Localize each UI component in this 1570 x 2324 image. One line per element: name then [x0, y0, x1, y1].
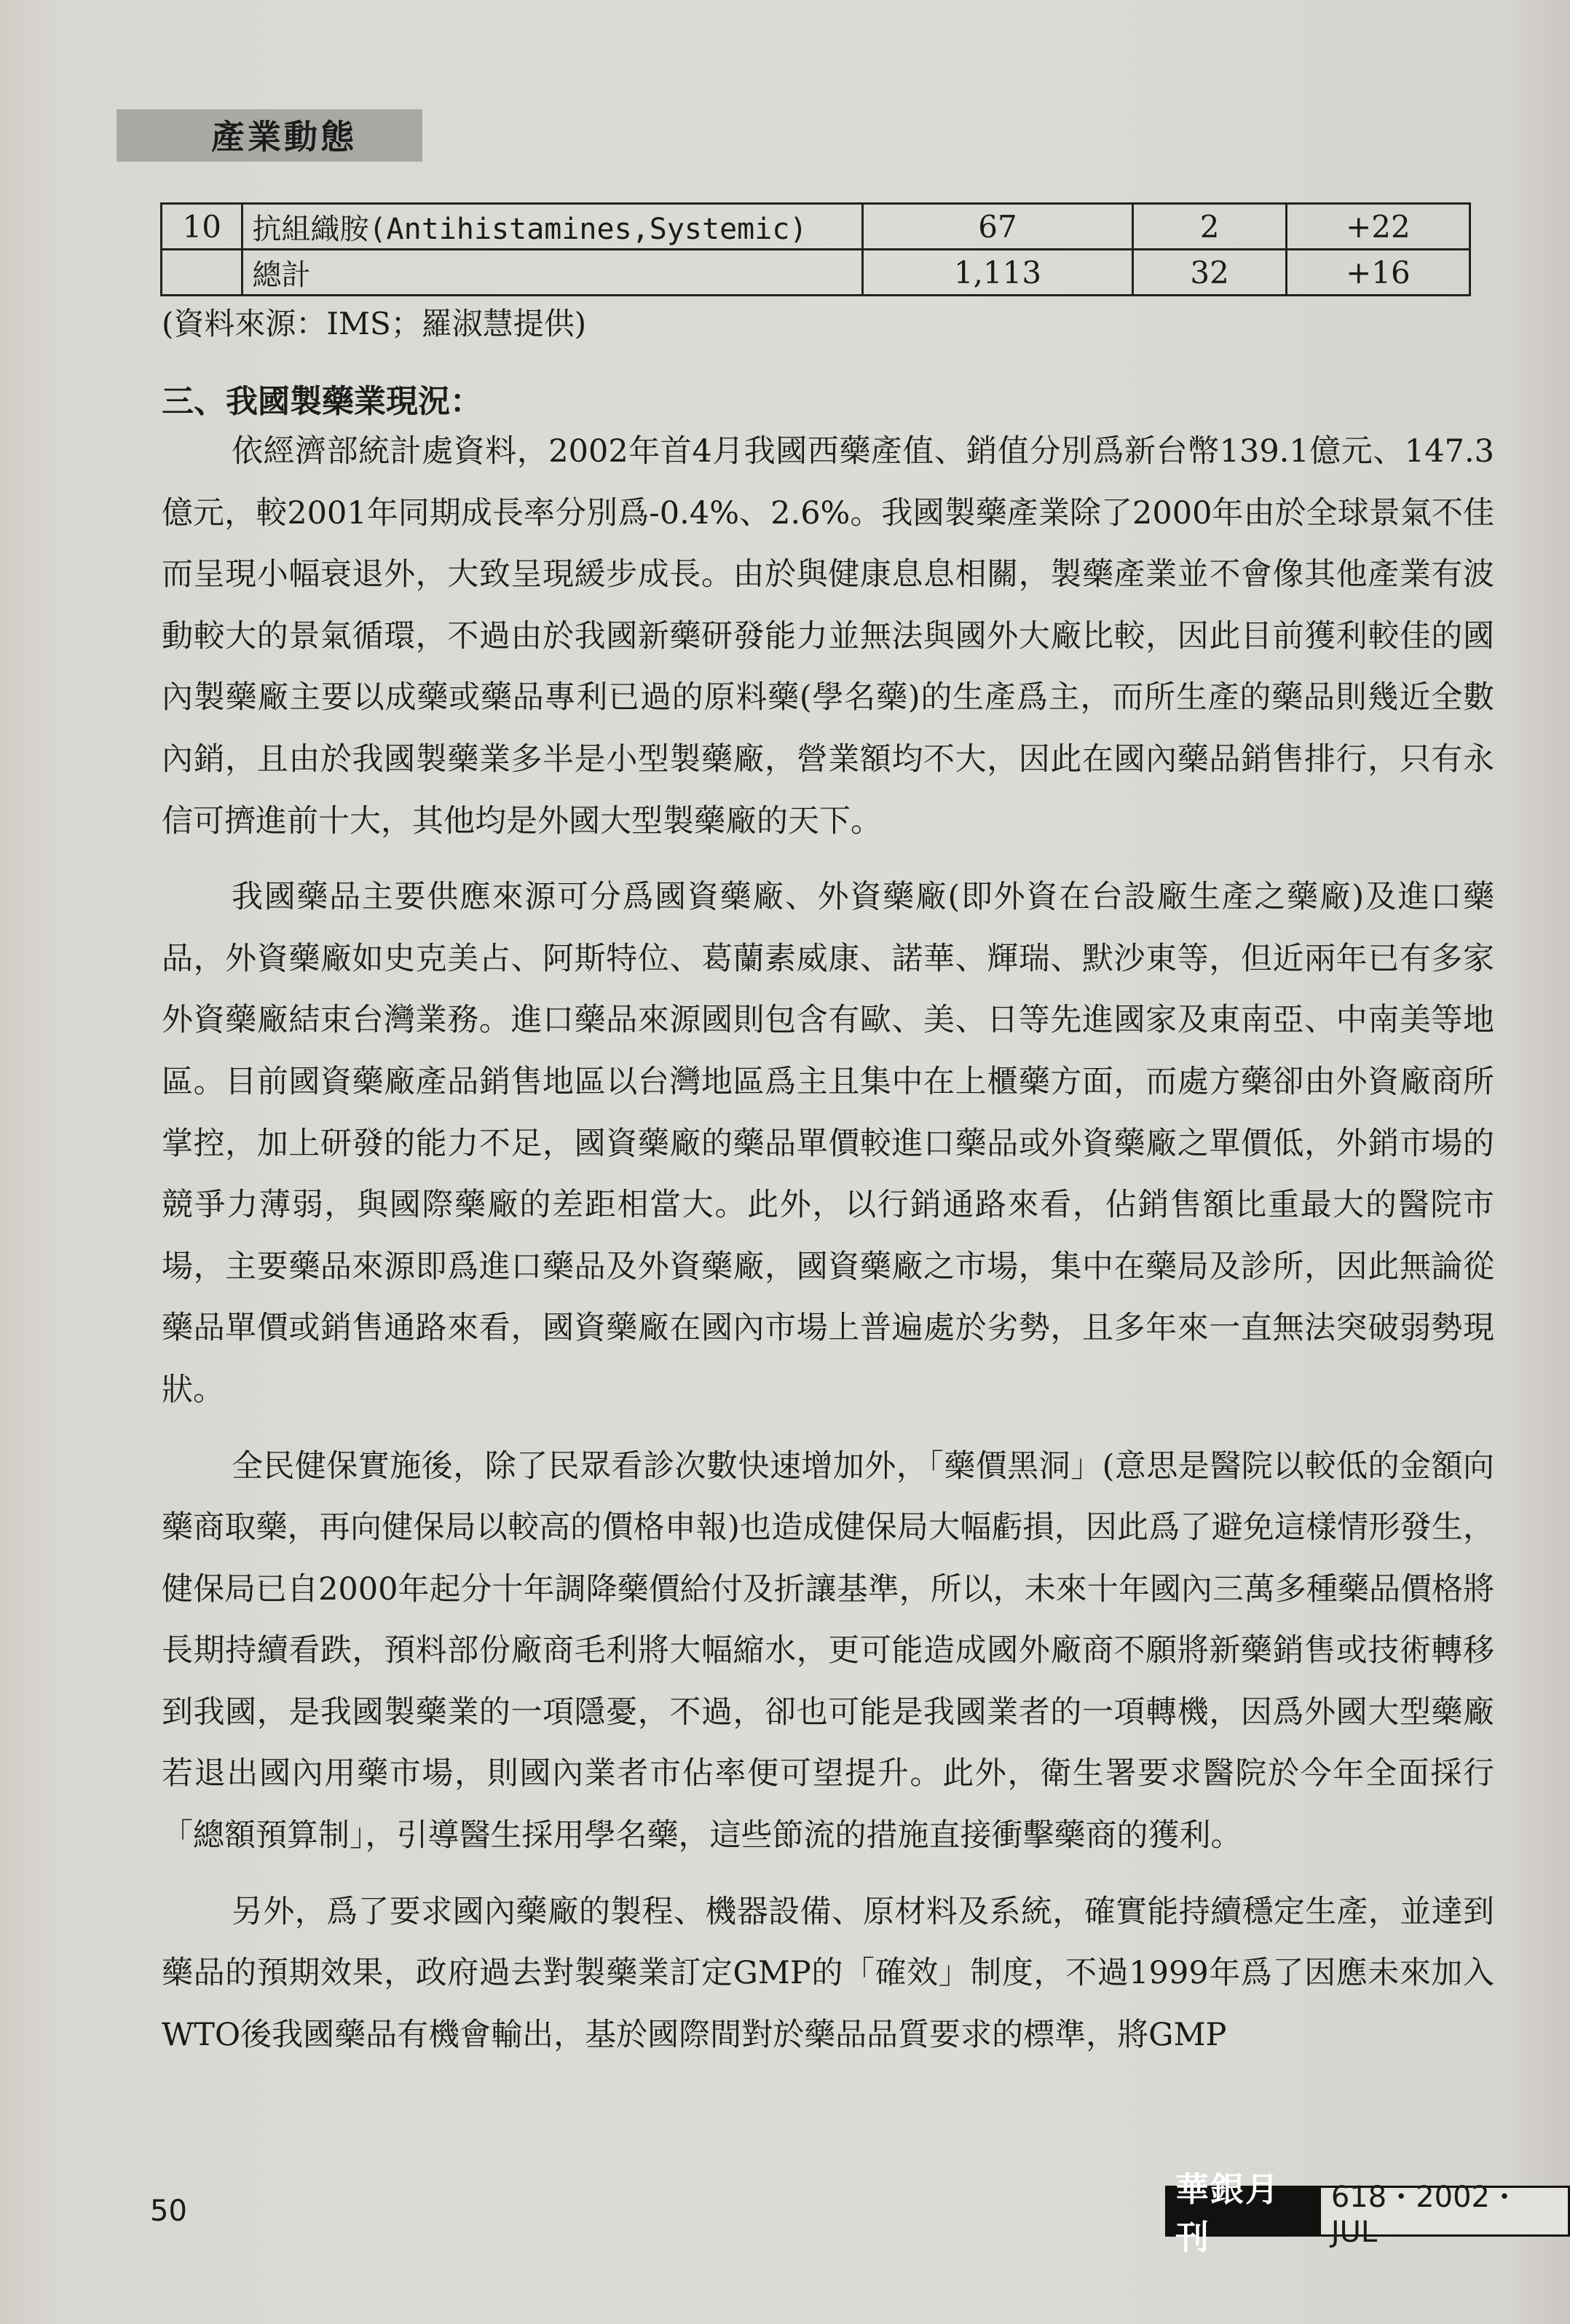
value-cell: 67: [862, 204, 1133, 250]
data-source-note: (資料來源：IMS；羅淑慧提供): [162, 306, 587, 341]
growth-cell: +22: [1286, 204, 1470, 250]
paragraph: 全民健保實施後，除了民眾看診次數快速增加外，「藥價黑洞」(意思是醫院以較低的金額向藥商取藥，再向健保局以較高的價格申報)也造成健保局大幅虧損，因此爲了避免這樣情形發生，健保局已自2000年起分十年調降藥價給付及折讓基準，所以，未來十年國內三萬多種藥品價格將長期持續看跌，預料部份廠商毛利將大幅縮水，更可能造成國外廠商不願將新藥銷售或技術轉移到我國，是我國製藥業的一項隱憂，不過，卻也可能是我國業者的一項轉機，因爲外國大型藥廠若退出國內用藥市場，則國內業者市佔率便可望提升。此外，衛生署要求醫院於今年全面採行「總額預算制」，引導醫生採用學名藥，這些節流的措施直接衝擊藥商的獲利。: [162, 1447, 1494, 1854]
drug-name-cell: 抗組織胺(Antihistamines,Systemic): [242, 204, 862, 250]
drug-ranking-table: [160, 202, 1471, 296]
rank-cell: [162, 250, 242, 296]
footer-masthead: [1165, 2170, 1570, 2257]
paragraph: 我國藥品主要供應來源可分爲國資藥廠、外資藥廠(即外資在台設廠生產之藥廠)及進口藥品，外資藥廠如史克美占、阿斯特位、葛蘭素威康、諾華、輝瑞、默沙東等，但近兩年已有多家外資藥廠結束台灣業務。進口藥品來源國則包含有歐、美、日等先進國家及東南亞、中南美等地區。目前國資藥廠產品銷售地區以台灣地區爲主且集中在上櫃藥方面，而處方藥卻由外資廠商所掌控，加上研發的能力不足，國資藥廠的藥品單價較進口藥品或外資藥廠之單價低，外銷市場的競爭力薄弱，與國際藥廠的差距相當大。此外，以行銷通路來看，佔銷售額比重最大的醫院市場，主要藥品來源即爲進口藥品及外資藥廠，國資藥廠之市場，集中在藥局及診所，因此無論從藥品單價或銷售通路來看，國資藥廠在國內市場上普遍處於劣勢，且多年來一直無法突破弱勢現狀。: [162, 879, 1494, 1408]
growth-cell: +16: [1286, 250, 1470, 296]
drug-name-cell: 總計: [242, 250, 862, 296]
article-body: [162, 421, 1494, 2080]
value-cell: 2: [1133, 204, 1286, 250]
page-number: 50: [150, 2194, 187, 2228]
table-row-total: [162, 250, 1470, 296]
rank-cell: 10: [162, 204, 242, 250]
table-row: [162, 204, 1470, 250]
section-title: 三、我國製藥業現況：: [162, 383, 482, 420]
paragraph: 另外，爲了要求國內藥廠的製程、機器設備、原材料及系統，確實能持續穩定生產，並達到藥品的預期效果，政府過去對製藥業訂定GMP的「確效」制度，不過1999年爲了因應未來加入WTO後我國藥品有機會輸出，基於國際間對於藥品品質要求的標準，將GMP: [162, 1893, 1494, 2053]
value-cell: 32: [1133, 250, 1286, 296]
paragraph: 依經濟部統計處資料，2002年首4月我國西藥產值、銷值分別爲新台幣139.1億元、147.3億元，較2001年同期成長率分別爲-0.4%、2.6%。我國製藥產業除了2000年由於全球景氣不佳而呈現小幅衰退外，大致呈現緩步成長。由於與健康息息相關，製藥產業並不會像其他產業有波動較大的景氣循環，不過由於我國新藥研發能力並無法與國外大廠比較，因此目前獲利較佳的國內製藥廠主要以成藥或藥品專利已過的原料藥(學名藥)的生產爲主，而所生產的藥品則幾近全數內銷，且由於我國製藥業多半是小型製藥廠，營業額均不大，因此在國內藥品銷售排行，只有永信可擠進前十大，其他均是外國大型製藥廠的天下。: [162, 433, 1494, 839]
section-header: 產業動態: [211, 117, 357, 157]
value-cell: 1,113: [862, 250, 1133, 296]
magazine-title: 華銀月刊: [1165, 2186, 1321, 2237]
issue-info: 618・2002・JUL: [1321, 2186, 1570, 2237]
